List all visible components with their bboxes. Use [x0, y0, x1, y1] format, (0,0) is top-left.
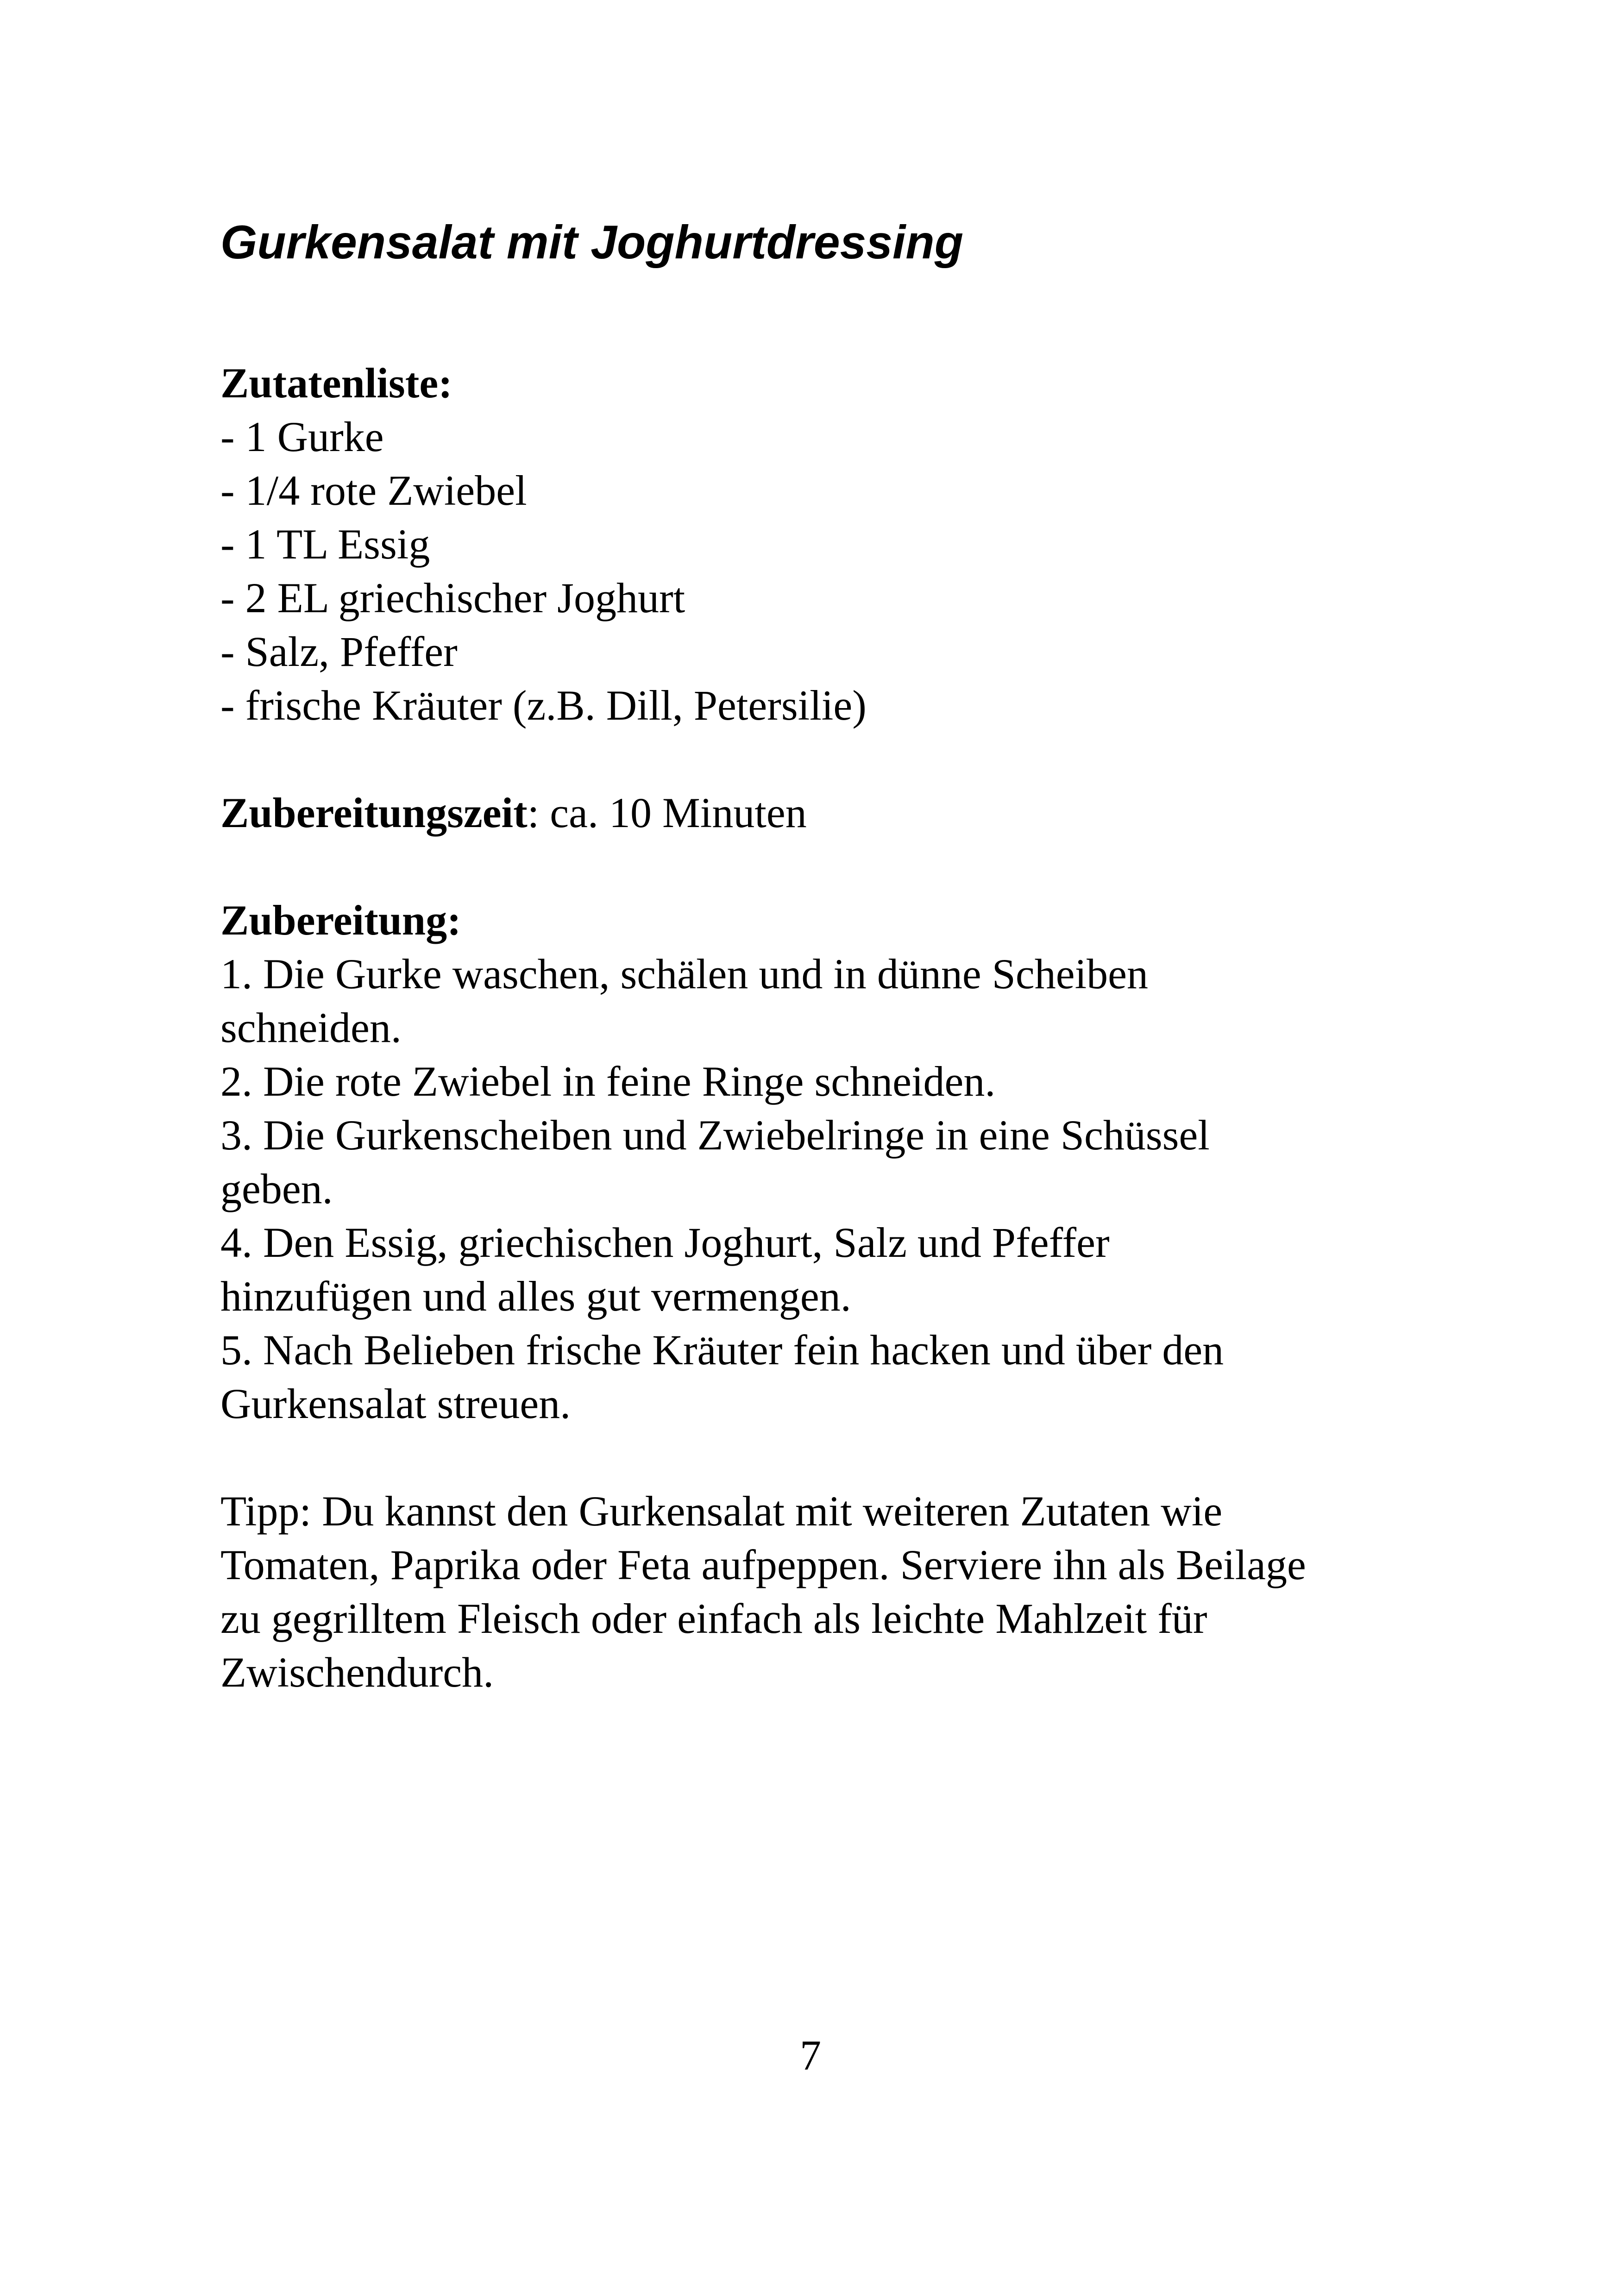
ingredient-item: - 1/4 rote Zwiebel: [220, 467, 527, 514]
preparation-heading: Zubereitung:: [220, 897, 461, 944]
recipe-body: [220, 356, 1471, 1699]
preparation-line: Gurkensalat streuen.: [220, 1380, 571, 1427]
spacer: [220, 1430, 1471, 1484]
preparation-line: 4. Den Essig, griechischen Joghurt, Salz und Pfeffer: [220, 1219, 1110, 1266]
prep-time-label: Zubereitungszeit: [220, 789, 528, 836]
ingredient-item: - 1 TL Essig: [220, 521, 430, 568]
recipe-title: Gurkensalat mit Joghurtdressing: [220, 216, 964, 269]
preparation-line: geben.: [220, 1165, 333, 1212]
tip-line: Zwischendurch.: [220, 1649, 494, 1696]
spacer: [220, 732, 1471, 786]
tip-line: Tomaten, Paprika oder Feta aufpeppen. Serviere ihn als Beilage: [220, 1541, 1306, 1588]
prep-time: [220, 786, 1471, 840]
tip-line: zu gegrilltem Fleisch oder einfach als leichte Mahlzeit für: [220, 1595, 1207, 1642]
preparation-line: 5. Nach Belieben frische Kräuter fein hacken und über den: [220, 1326, 1224, 1374]
ingredient-item: - Salz, Pfeffer: [220, 628, 458, 675]
preparation-line: 1. Die Gurke waschen, schälen und in dünne Scheiben: [220, 950, 1148, 997]
ingredient-item: - 1 Gurke: [220, 413, 384, 460]
ingredient-item: - frische Kräuter (z.B. Dill, Petersilie): [220, 682, 867, 729]
tip-line: Tipp: Du kannst den Gurkensalat mit weiteren Zutaten wie: [220, 1487, 1223, 1535]
preparation-line: schneiden.: [220, 1004, 402, 1051]
preparation-section: [220, 893, 1471, 1430]
ingredients-heading: Zutatenliste:: [220, 359, 452, 407]
preparation-line: hinzufügen und alles gut vermengen.: [220, 1273, 851, 1320]
page-number: 7: [800, 2032, 821, 2079]
preparation-line: 3. Die Gurkenscheiben und Zwiebelringe in eine Schüssel: [220, 1111, 1210, 1159]
tip-section: [220, 1484, 1471, 1699]
preparation-line: 2. Die rote Zwiebel in feine Ringe schneiden.: [220, 1058, 996, 1105]
spacer: [220, 840, 1471, 893]
ingredient-item: - 2 EL griechischer Joghurt: [220, 574, 685, 621]
ingredients-section: [220, 356, 1471, 732]
prep-time-value: : ca. 10 Minuten: [527, 789, 807, 836]
